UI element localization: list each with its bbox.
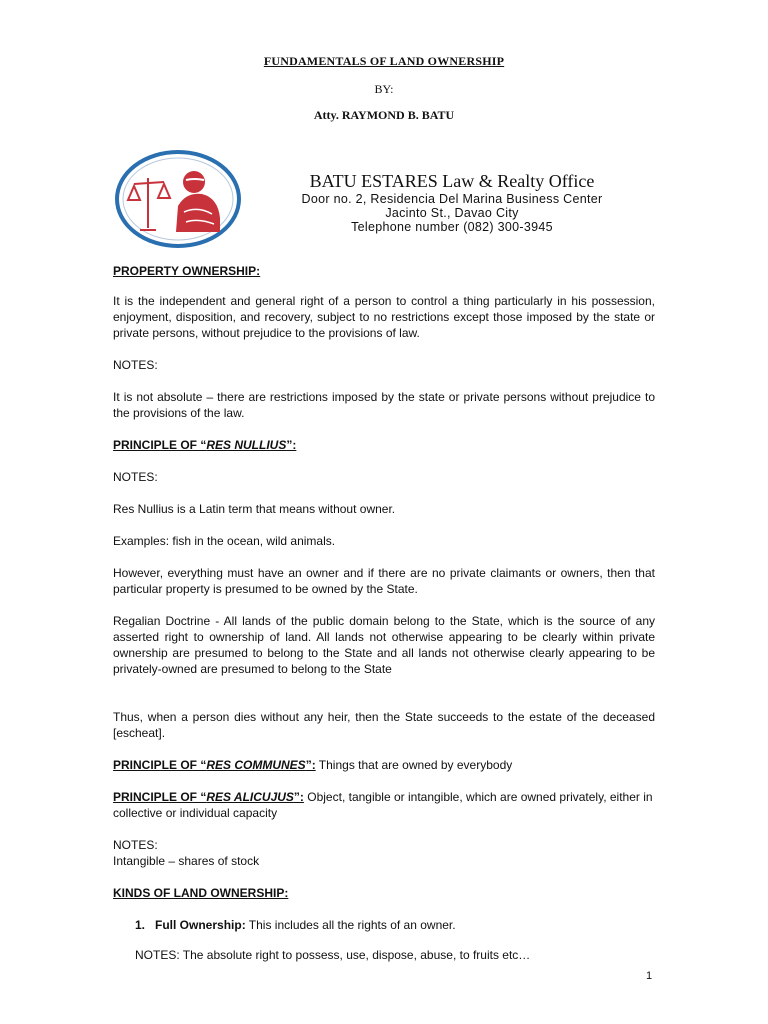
office-name: BATU ESTARES Law & Realty Office [309, 171, 595, 191]
kinds-heading: KINDS OF LAND OWNERSHIP: [113, 886, 289, 900]
law-office-logo [114, 148, 244, 250]
res-communes-text: Things that are owned by everybody [315, 758, 513, 772]
office-info [262, 170, 642, 234]
however-text: However, everything must have an owner and if there are no private claimants or owners, then that particular property is presumed to be owned by the State. [113, 566, 655, 596]
full-ownership-text: This includes all the rights of an owner. [245, 918, 456, 932]
res-nullius-heading: PRINCIPLE OF “RES NULLIUS”: [113, 438, 297, 452]
examples-text: Examples: fish in the ocean, wild animals. [113, 534, 336, 548]
by-line: BY: [374, 82, 394, 96]
notes-label-2: NOTES: [113, 470, 158, 484]
regalian-doctrine-text: Regalian Doctrine - All lands of the public domain belong to the State, which is the source of any asserted right to ownership of land. All lands not otherwise appearing to be clearly within private ownership are presumed to belong to the State and all lands not otherwise clearly appearing to be privately-owned are presumed to belong to the State [113, 614, 655, 676]
office-phone: Telephone number (082) 300-3945 [351, 220, 553, 234]
full-ownership-label: Full Ownership: [155, 918, 246, 932]
notes-label-1: NOTES: [113, 358, 158, 372]
office-address-1: Door no. 2, Residencia Del Marina Business Center [301, 192, 603, 206]
office-address-2: Jacinto St., Davao City [385, 206, 519, 220]
document-title: FUNDAMENTALS OF LAND OWNERSHIP [263, 54, 505, 68]
property-text: It is the independent and general right of a person to control a thing particularly in his possession, enjoyment, disposition, and recovery, subject to no restrictions except those imposed by the state or private persons, without prejudice to the provisions of law. [113, 294, 655, 340]
res-alicujus-heading: PRINCIPLE OF “RES ALICUJUS”: [113, 790, 304, 804]
author-name: Atty. RAYMOND B. BATU [313, 108, 455, 122]
notes-paragraph-4: NOTES: The absolute right to possess, use, dispose, abuse, to fruits etc… [135, 948, 531, 962]
res-nullius-term: RES NULLIUS [206, 438, 287, 452]
res-alicujus-text: Object, tangible or intangible, which are owned privately, either in collective or individual capacity [113, 790, 653, 820]
escheat-text: Thus, when a person dies without any heir, then the State succeeds to the estate of the deceased [escheat]. [113, 710, 655, 740]
notes-label-3: NOTES: [113, 838, 158, 852]
res-alicujus-paragraph [113, 789, 655, 821]
page-number: 1 [646, 970, 653, 982]
intangible-text: Intangible – shares of stock [113, 854, 260, 868]
res-nullius-definition: Res Nullius is a Latin term that means without owner. [113, 502, 396, 516]
res-communes-heading: PRINCIPLE OF “RES COMMUNES”: [113, 758, 316, 772]
notes-text-1: It is not absolute – there are restrictions imposed by the state or private persons without prejudice to the provisions of the law. [113, 390, 655, 420]
property-heading: PROPERTY OWNERSHIP: [113, 264, 261, 278]
list-item-full-ownership: 1. Full Ownership: This includes all the rights of an owner. [135, 918, 456, 932]
res-communes-paragraph [113, 757, 655, 773]
